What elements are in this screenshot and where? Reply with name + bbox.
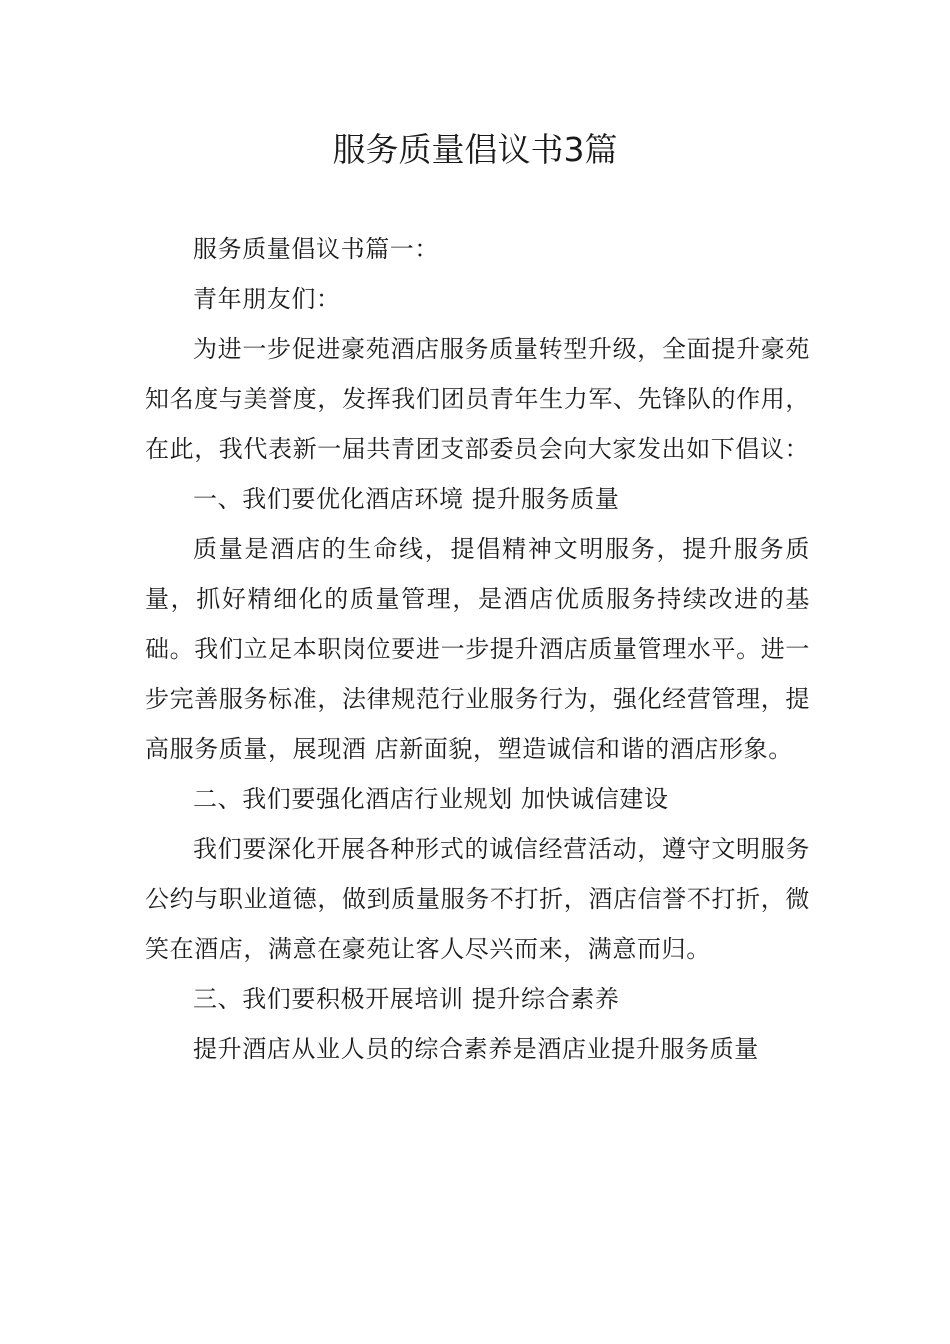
point-paragraph-3: 提升酒店从业人员的综合素养是酒店业提升服务质量 [193, 1035, 759, 1063]
point-heading-3: 三、我们要积极开展培训 提升综合素养 [193, 985, 620, 1013]
document-title: 服务质量倡议书3篇 [332, 130, 618, 169]
point-paragraph-2: 我们要深化开展各种形式的诚信经营活动，遵守文明服务公约与职业道德，做到质量服务不打折，酒店信誉不打折，微笑在酒店，满意在豪苑让客人尽兴而来，满意而归。 [145, 835, 810, 963]
document-body [145, 224, 810, 1074]
section-heading: 服务质量倡议书篇一： [193, 235, 439, 263]
point-paragraph-1: 质量是酒店的生命线，提倡精神文明服务，提升服务质量，抓好精细化的质量管理，是酒店优质服务持续改进的基础。我们立足本职岗位要进一步提升酒店质量管理水平。进一步完善服务标准，法律规范行业服务行为，强化经营管理，提高服务质量，展现酒 店新面貌，塑造诚信和谐的酒店形象。 [145, 535, 810, 763]
point-heading-2: 二、我们要强化酒店行业规划 加快诚信建设 [193, 785, 669, 813]
point-heading-1: 一、我们要优化酒店环境 提升服务质量 [193, 485, 620, 513]
intro-paragraph: 为进一步促进豪苑酒店服务质量转型升级，全面提升豪苑知名度与美誉度，发挥我们团员青年生力军、先锋队的作用， 在此，我代表新一届共青团支部委员会向大家发出如下倡议： [145, 335, 810, 463]
salutation: 青年朋友们： [193, 285, 341, 313]
